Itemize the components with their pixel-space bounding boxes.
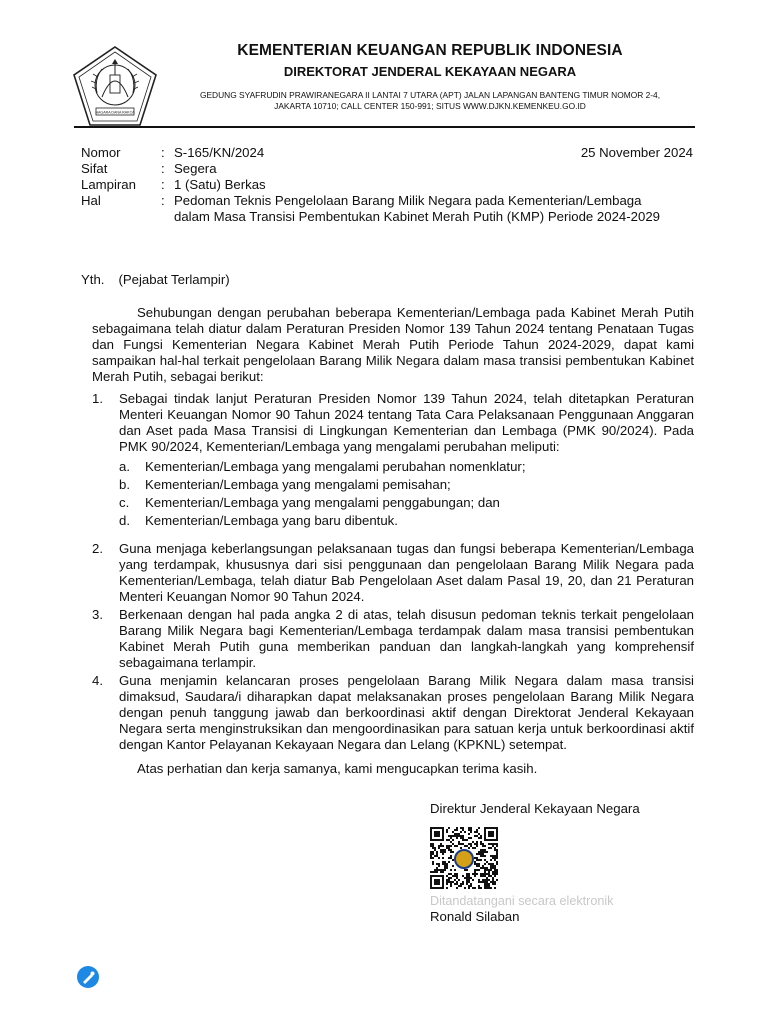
- sub-text: Kementerian/Lembaga yang mengalami perubahan nomenklatur;: [145, 459, 526, 474]
- ministry-name: KEMENTERIAN KEUANGAN REPUBLIK INDONESIA: [237, 42, 623, 59]
- meta-colon: :: [161, 161, 165, 176]
- list-text: Guna menjamin kelancaran proses pengelolaan Barang Milik Negara dalam masa transisi dimaksud, Saudara/i diharapkan dapat melaksanakan proses pengelolaan Barang Milik Negara dengan penuh tanggung jawab dan berkoordinasi aktif dengan Direktorat Jenderal Kekayaan Negara serta menginstruksikan dan mengoordinasikan para satuan kerja untuk berkoordinasi aktif dengan Kantor Pelayanan Kekayaan Negara dan Lelang (KPKNL) setempat.: [119, 673, 694, 752]
- meta-colon: :: [161, 145, 165, 160]
- esign-note: Ditandatangani secara elektronik: [430, 894, 614, 908]
- intro-paragraph: Sehubungan dengan perubahan beberapa Kementerian/Lembaga pada Kabinet Merah Putih sebagaimana telah diatur dalam Peraturan Presiden Nomor 139 Tahun 2024 tentang Penataan Tugas dan Fungsi Kementerian Negara Kabinet Merah Putih Periode Tahun 2024-2029, dapat kami sampaikan hal-hal terkait pengelolaan Barang Milik Negara dalam masa transisi pembentukan Kabinet Merah Putih, sebagai berikut:: [92, 305, 694, 384]
- list-item: [92, 541, 694, 605]
- sub-letter: d.: [119, 513, 130, 528]
- sub-list-item: [119, 459, 694, 475]
- meta-colon: :: [161, 193, 165, 208]
- signer-position: Direktur Jenderal Kekayaan Negara: [430, 801, 640, 816]
- sub-letter: b.: [119, 477, 130, 492]
- sub-list-item: [119, 495, 694, 511]
- letter-number: S-165/KN/2024: [174, 145, 265, 160]
- ministry-of-finance-emblem-icon: [72, 45, 158, 127]
- sub-list-item: [119, 513, 694, 529]
- list-text: Berkenaan dengan hal pada angka 2 di atas, telah disusun pedoman teknis terkait pengelolaan Barang Milik Negara bagi Kementerian/Lembaga terdampak dalam masa transisi pembentukan Kabinet Merah Putih guna memberikan panduan dan langkah-langkah yang komprehensif sebagaimana terlampir.: [119, 607, 694, 670]
- sub-list: [119, 459, 694, 529]
- meta-label: Hal: [81, 193, 101, 208]
- list-number: 3.: [92, 607, 103, 622]
- header-divider: [74, 126, 695, 128]
- signer-name: Ronald Silaban: [430, 909, 520, 924]
- list-item: [92, 607, 694, 671]
- sub-text: Kementerian/Lembaga yang mengalami penggabungan; dan: [145, 495, 500, 510]
- emblem-motto: NAGARA DANA RAKCA: [95, 110, 135, 115]
- meta-row-lampiran: [81, 177, 693, 193]
- letter-body: [92, 305, 694, 777]
- sub-list-item: [119, 477, 694, 493]
- closing-paragraph: Atas perhatian dan kerja samanya, kami mengucapkan terima kasih.: [137, 761, 538, 776]
- meta-colon: :: [161, 177, 165, 192]
- list-text: Guna menjaga keberlangsungan pelaksanaan tugas dan fungsi beberapa Kementerian/Lembaga yang terdampak, khususnya dari sisi penggunaan dan pengelolaan Barang Milik Negara pada Kementerian/Lembaga, telah diatur Bab Pengelolaan Aset dalam Pasal 19, 20, dan 21 Peraturan Menteri Keuangan Nomor 90 Tahun 2024.: [119, 541, 694, 604]
- meta-label: Sifat: [81, 161, 108, 176]
- list-number: 4.: [92, 673, 103, 688]
- address-line: JAKARTA 10710; CALL CENTER 150-991; SITUS WWW.DJKN.KEMENKEU.GO.ID: [274, 101, 586, 111]
- letter-subject: Pedoman Teknis Pengelolaan Barang Milik Negara pada Kementerian/Lembaga dalam Masa Transisi Pembentukan Kabinet Merah Putih (KMP) Periode 2024-2029: [174, 193, 660, 224]
- addressee: [81, 272, 230, 287]
- list-item: [92, 391, 694, 539]
- letter-attachment: 1 (Satu) Berkas: [174, 177, 266, 192]
- meta-row-hal: [81, 193, 693, 225]
- list-text: Sebagai tindak lanjut Peraturan Presiden Nomor 139 Tahun 2024, telah ditetapkan Peraturan Menteri Keuangan Nomor 90 Tahun 2024 tentang Tata Cara Pelaksanaan Penggunaan Anggaran dan Aset pada Masa Transisi di Lingkungan Kementerian dan Lembaga (PMK 90/2024). Pada PMK 90/2024, Kementerian/Lembaga yang mengalami perubahan meliputi:: [119, 391, 694, 454]
- list-number: 1.: [92, 391, 103, 406]
- numbered-list: [92, 391, 694, 753]
- meta-label: Lampiran: [81, 177, 136, 192]
- qr-code-icon: [430, 827, 500, 891]
- sub-letter: c.: [119, 495, 130, 510]
- sub-letter: a.: [119, 459, 130, 474]
- addressee-label: Yth.: [81, 272, 105, 287]
- signature-block: [430, 801, 690, 925]
- meta-row-sifat: [81, 161, 693, 177]
- office-address: [170, 90, 690, 112]
- meta-label: Nomor: [81, 145, 121, 160]
- list-number: 2.: [92, 541, 103, 556]
- letter-date: 25 November 2024: [580, 145, 693, 160]
- sub-text: Kementerian/Lembaga yang mengalami pemisahan;: [145, 477, 451, 492]
- sub-text: Kementerian/Lembaga yang baru dibentuk.: [145, 513, 398, 528]
- list-item: [92, 673, 694, 753]
- directorate-name: DIREKTORAT JENDERAL KEKAYAAN NEGARA: [283, 64, 577, 79]
- list-item-body: [119, 391, 694, 539]
- letter-nature: Segera: [174, 161, 217, 176]
- addressee-value: (Pejabat Terlampir): [118, 272, 230, 287]
- e-sign-badge-icon: [76, 965, 100, 989]
- address-line: GEDUNG SYAFRUDIN PRAWIRANEGARA II LANTAI 7 UTARA (APT) JALAN LAPANGAN BANTENG TIMUR NOMOR 2-4,: [199, 90, 661, 100]
